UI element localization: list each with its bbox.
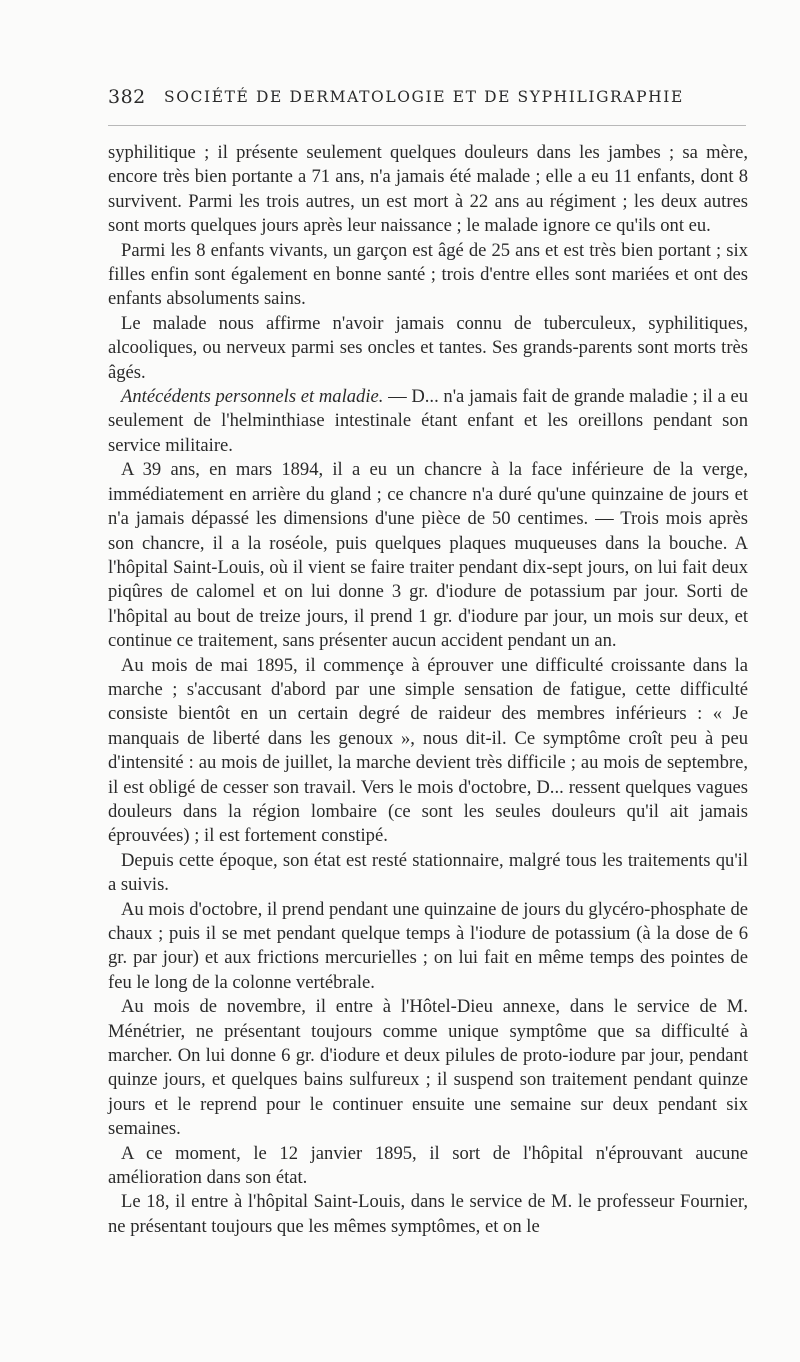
paragraph-3: Le malade nous affirme n'avoir jamais connu de tuberculeux, syphilitiques, alcooliques, ou nerveux parmi ses oncles et tantes. Ses grands-parents sont morts très âgés. [108,312,748,383]
paragraph-8: Au mois d'octobre, il prend pendant une quinzaine de jours du glycéro-phosphate de chaux ; puis il se met pendant quelque temps à l'iodure de potassium (à la dose de 6 gr. par jour) et aux frictions mercurielles ; on lui fait en même temps des pointes de feu le long de la colonne vertébrale. [108,898,748,993]
paragraph-6: Au mois de mai 1895, il commençe à éprouver une difficulté croissante dans la marche ; s'accusant d'abord par une simple sensation de fatigue, cette difficulté consiste bientôt en un certain degré de raideur des membres inférieurs : « Je manquais de liberté dans les genoux », nous dit-il. Ce symptôme croît peu à peu d'intensité : au mois de juillet, la marche devient très difficile ; au mois de septembre, il est obligé de cesser son travail. Vers le mois d'octobre, D... ressent quelques vagues douleurs dans la région lombaire (ce sont les seules douleurs qu'il ait jamais éprouvées) ; il est fortement constipé. [108,654,748,847]
running-title: SOCIÉTÉ DE DERMATOLOGIE ET DE SYPHILIGRAPHIE [164,88,684,106]
section-heading-antecedents: Antécédents personnels et maladie. [121,386,384,408]
paragraph-4 [108,385,748,458]
paragraph-2: Parmi les 8 enfants vivants, un garçon est âgé de 25 ans et est très bien portant ; six filles enfin sont également en bonne santé ; trois d'entre elles sont mariées et ont des enfants absoluments sains. [108,239,748,310]
paragraph-5: A 39 ans, en mars 1894, il a eu un chancre à la face inférieure de la verge, immédiatement en arrière du gland ; ce chancre n'a duré qu'une quinzaine de jours et n'a jamais dépassé les dimensions d'une pièce de 50 centimes. — Trois mois après son chancre, il a la roséole, puis quelques plaques muqueuses dans la bouche. A l'hôpital Saint-Louis, où il vient se faire traiter pendant dix-sept jours, on lui fait deux piqûres de calomel et on lui donne 3 gr. d'iodure de potassium par jour. Sorti de l'hôpital au bout de treize jours, il prend 1 gr. d'iodure par jour, un mois sur deux, et continue ce traitement, sans présenter aucun accident pendant un an. [108,459,748,652]
paragraph-10: A ce moment, le 12 janvier 1895, il sort de l'hôpital n'éprouvant aucune amélioration dans son état. [108,1142,748,1189]
paragraph-11: Le 18, il entre à l'hôpital Saint-Louis, dans le service de M. le professeur Fournier, ne présentant toujours que les mêmes symptômes, et on le [108,1191,748,1237]
body-text [108,141,748,1239]
page-number: 382 [108,86,146,108]
page-header [108,86,746,116]
paragraph-9: Au mois de novembre, il entre à l'Hôtel-Dieu annexe, dans le service de M. Ménétrier, ne présentant toujours comme unique symptôme que sa difficulté à marcher. On lui donne 6 gr. d'iodure et deux pilules de proto-iodure par jour, pendant quinze jours, et quelques bains sulfureux ; il suspend son traitement pendant quinze jours et le reprend pour le continuer ensuite une semaine sur deux pendant six semaines. [108,996,748,1140]
paragraph-1: syphilitique ; il présente seulement quelques douleurs dans les jambes ; sa mère, encore très bien portante a 71 ans, n'a jamais été malade ; elle a eu 11 enfants, dont 8 survivent. Parmi les trois autres, un est mort à 22 ans au régiment ; les deux autres sont morts quelques jours après leur naissance ; le malade ignore ce qu'ils ont eu. [108,142,748,237]
paragraph-7: Depuis cette époque, son état est resté stationnaire, malgré tous les traitements qu'il a suivis. [108,849,748,896]
header-rule [108,125,746,126]
paragraph-4-text: — D... n'a jamais fait de grande maladie ; il a eu seulement de l'helminthiase intestinale étant enfant et les oreillons pendant son service militaire. [108,386,749,456]
